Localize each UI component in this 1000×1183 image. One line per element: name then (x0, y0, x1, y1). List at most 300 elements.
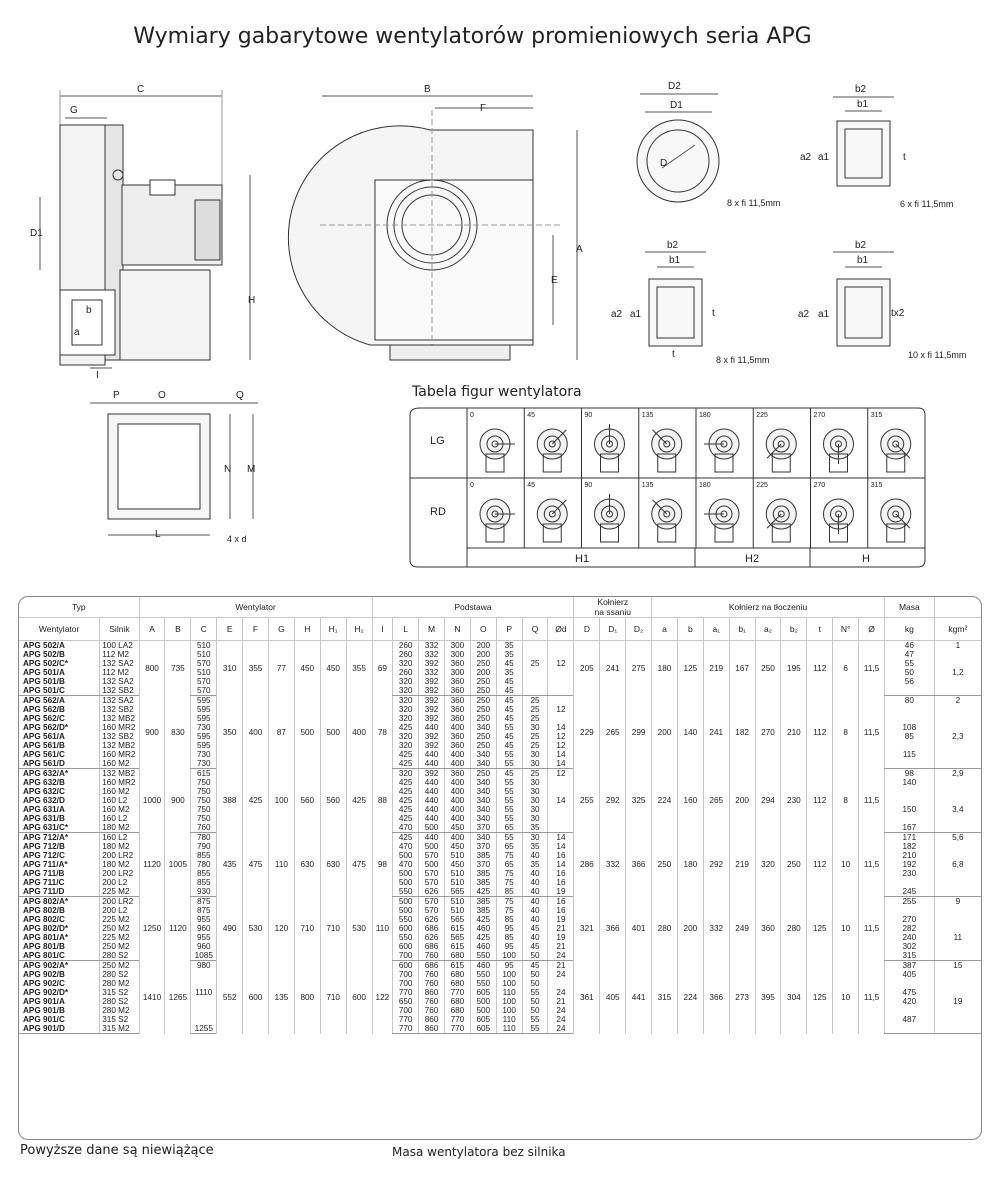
cell-P: 55 (496, 750, 522, 759)
cell-b2: 304 (781, 961, 807, 1034)
cell-typ: APG 562/B (23, 705, 65, 714)
cell-P: 95 (496, 961, 522, 971)
cell-kgm2 (934, 659, 981, 668)
cell-kg (885, 1024, 935, 1034)
cell-kgm2: 2 (934, 696, 981, 706)
cell-M: 392 (419, 714, 445, 723)
cell-Od: 12 (548, 659, 574, 668)
cell-Q: 40 (522, 897, 548, 907)
cell-kgm2 (934, 887, 981, 897)
cell-kg: 315 (885, 951, 935, 961)
cell-M: 686 (419, 961, 445, 971)
cell-N: 680 (444, 970, 470, 979)
cell-M: 570 (419, 878, 445, 887)
dim-label-b2: b2 (855, 84, 867, 95)
cell-kg: 282 (885, 924, 935, 933)
cell-C: 510 (191, 668, 217, 677)
header-group-podstawa: Podstawa (372, 597, 574, 618)
cell-typ: APG 901/C (23, 1015, 65, 1024)
cell-C: 855 (191, 878, 217, 887)
cell-M: 332 (419, 641, 445, 651)
cell-M: 860 (419, 1024, 445, 1034)
dim-label-D1: D1 (30, 228, 43, 239)
cell-typ: APG 501/A (23, 668, 65, 677)
header-tloczenie-col: a₂ (755, 618, 781, 641)
cell-N: 450 (444, 860, 470, 869)
cell-G: 87 (268, 696, 294, 769)
cell-L: 260 (393, 668, 419, 677)
cell-Od: 19 (548, 933, 574, 942)
cell-kgm2 (934, 714, 981, 723)
cell-H: 450 (294, 641, 320, 696)
cell-B: 1120 (165, 897, 191, 961)
cell-P: 45 (496, 686, 522, 696)
cell-kg: 150 (885, 805, 935, 814)
cell-M: 392 (419, 696, 445, 706)
cell-D1: 241 (600, 641, 626, 696)
cell-motor: 200 LR2 (100, 851, 139, 860)
cell-kgm2 (934, 723, 981, 732)
cell-b1: 200 (729, 769, 755, 833)
cell-kg: 487 (885, 1015, 935, 1024)
cell-Od: 12 (548, 705, 574, 714)
cell-P: 55 (496, 796, 522, 805)
cell-C: 595 (191, 741, 217, 750)
cell-motor: 132 SA2 (100, 677, 139, 686)
cell-L: 700 (393, 970, 419, 979)
cell-a2: 294 (755, 769, 781, 833)
cell-kgm2 (934, 924, 981, 933)
cell-Od: 14 (548, 796, 574, 805)
cell-L: 425 (393, 796, 419, 805)
cell-C: 615 (191, 769, 217, 779)
cell-C (191, 979, 217, 988)
cell-D1: 332 (600, 833, 626, 897)
cell-M: 760 (419, 979, 445, 988)
cell-Od (548, 823, 574, 833)
cell-C (191, 1006, 217, 1015)
cell-L: 600 (393, 924, 419, 933)
cell-H2: 475 (346, 833, 372, 897)
cell-typ: APG 632/A* (23, 769, 69, 778)
cell-typ: APG 801/A* (23, 933, 69, 942)
cell-Q: 30 (522, 750, 548, 759)
cell-L: 470 (393, 860, 419, 869)
cell-kgm2 (934, 878, 981, 887)
dim-label-H: H (248, 295, 256, 306)
cell-a: 280 (652, 897, 678, 961)
cell-C: 510 (191, 641, 217, 651)
cell-O: 250 (470, 696, 496, 706)
cell-O: 340 (470, 778, 496, 787)
cell-kgm2 (934, 787, 981, 796)
cell-O: 460 (470, 942, 496, 951)
cell-N: 400 (444, 759, 470, 769)
figure-angle-label: 225 (756, 482, 768, 489)
cell-kgm2 (934, 869, 981, 878)
cell-F: 425 (243, 769, 269, 833)
cell-motor: 225 M2 (100, 915, 139, 924)
cell-L: 425 (393, 814, 419, 823)
cell-a: 200 (652, 696, 678, 769)
cell-Od: 19 (548, 887, 574, 897)
cell-O: 460 (470, 924, 496, 933)
cell-Q: 40 (522, 878, 548, 887)
cell-motor: 200 L2 (100, 878, 139, 887)
cell-t: 125 (807, 961, 833, 1034)
cell-C: 875 (191, 897, 217, 907)
cell-P: 45 (496, 705, 522, 714)
cell-N: 360 (444, 769, 470, 779)
cell-O: 250 (470, 677, 496, 686)
header-went-col: H (294, 618, 320, 641)
cell-kg (885, 796, 935, 805)
cell-N: 360 (444, 677, 470, 686)
dim-label-M: M (247, 464, 256, 475)
cell-N: 510 (444, 906, 470, 915)
cell-H: 800 (294, 961, 320, 1034)
header-typ: Typ (19, 597, 139, 618)
cell-C: 750 (191, 787, 217, 796)
cell-M: 500 (419, 860, 445, 869)
cell-L: 320 (393, 769, 419, 779)
header-pod-col: Q (522, 618, 548, 641)
figure-angle-label: 45 (527, 412, 536, 419)
cell-motor: 100 LA2 (100, 641, 139, 651)
cell-O: 11,5 (859, 897, 885, 961)
cell-kg (885, 686, 935, 696)
cell-L: 700 (393, 1006, 419, 1015)
cell-G: 100 (268, 769, 294, 833)
cell-N: 615 (444, 942, 470, 951)
dim-label-t-2b: t (672, 349, 675, 360)
cell-N: 565 (444, 933, 470, 942)
cell-typ: APG 631/B (23, 814, 65, 823)
cell-Q: 30 (522, 778, 548, 787)
figure-angle-label: 0 (470, 482, 474, 489)
cell-motor: 132 SA2 (100, 659, 139, 668)
cell-motor: 250 M2 (100, 961, 139, 971)
cell-P: 55 (496, 805, 522, 814)
header-masa: Masa (885, 597, 935, 618)
cell-typ: APG 501/C (19, 686, 100, 696)
cell-kgm2 (934, 979, 981, 988)
dim-label-P: P (113, 390, 120, 401)
cell-C: 595 (191, 705, 217, 714)
dim-label-I: I (96, 370, 99, 381)
cell-typ: APG 562/A (23, 696, 65, 705)
cell-G: 120 (268, 897, 294, 961)
cell-typ: APG 901/B (23, 1006, 65, 1015)
cell-F: 355 (243, 641, 269, 696)
cell-a2: 320 (755, 833, 781, 897)
dim-label-A: A (576, 244, 583, 255)
dim-label-a2: a2 (800, 152, 812, 163)
cell-motor: 160 L2 (100, 833, 139, 843)
cell-motor: 132 SB2 (100, 732, 139, 741)
cell-a1: 265 (703, 769, 729, 833)
cell-H2: 425 (346, 769, 372, 833)
cell-O: 385 (470, 869, 496, 878)
cell-kg: 55 (885, 659, 935, 668)
cell-C: 980 (191, 961, 217, 971)
figure-cell-lg-90 (582, 408, 625, 478)
cell-D2: 325 (626, 769, 652, 833)
cell-H2: 400 (346, 696, 372, 769)
cell-typ: APG 561/B (23, 741, 65, 750)
figure-cell-lg-135 (639, 408, 682, 478)
cell-H1: 450 (320, 641, 346, 696)
figure-cell-lg-45 (524, 408, 567, 478)
cell-C: 780 (191, 860, 217, 869)
cell-N: 400 (444, 750, 470, 759)
cell-C (191, 997, 217, 1006)
cell-P: 75 (496, 906, 522, 915)
cell-kgm2 (934, 906, 981, 915)
cell-L: 425 (393, 833, 419, 843)
cell-M: 760 (419, 1006, 445, 1015)
cell-Od: 14 (548, 750, 574, 759)
header-pod-col: I (372, 618, 393, 641)
cell-H1: 710 (320, 961, 346, 1034)
cell-Q: 45 (522, 942, 548, 951)
cell-M: 500 (419, 842, 445, 851)
cell-b: 125 (677, 641, 703, 696)
cell-motor: 160 M2 (100, 759, 139, 769)
cell-Od: 24 (548, 951, 574, 961)
cell-M: 686 (419, 924, 445, 933)
cell-N: 300 (444, 641, 470, 651)
cell-D2: 441 (626, 961, 652, 1034)
cell-Od: 16 (548, 906, 574, 915)
figure-angle-label: 180 (699, 482, 711, 489)
cell-motor: 180 M2 (100, 860, 139, 869)
cell-a2: 395 (755, 961, 781, 1034)
cell-N: 510 (444, 869, 470, 878)
cell-C: 750 (191, 805, 217, 814)
cell-kgm2 (934, 796, 981, 805)
cell-motor: 315 M2 (100, 1024, 139, 1034)
inlet-holes-label: 8 x fi 11,5mm (727, 198, 781, 208)
cell-b2: 280 (781, 897, 807, 961)
cell-typ: APG 561/A (23, 732, 65, 741)
cell-L: 320 (393, 705, 419, 714)
cell-kgm2 (934, 778, 981, 787)
dim-label-b: b (86, 305, 92, 316)
cell-D1: 405 (600, 961, 626, 1034)
cell-kg: 210 (885, 851, 935, 860)
cell-D1: 366 (600, 897, 626, 961)
cell-C: 730 (191, 759, 217, 769)
cell-a: 224 (652, 769, 678, 833)
cell-F: 530 (243, 897, 269, 961)
cell-motor: 160 MR2 (100, 723, 139, 732)
cell-Q: 50 (522, 951, 548, 961)
cell-C: 595 (191, 732, 217, 741)
cell-Od: 14 (548, 842, 574, 851)
cell-motor: 160 L2 (100, 796, 139, 805)
cell-E: 350 (217, 696, 243, 769)
cell-kgm2 (934, 1024, 981, 1034)
cell-kg: 47 (885, 650, 935, 659)
cell-C: 1110 (191, 988, 217, 997)
cell-C: 570 (191, 677, 217, 686)
header-tloczenie-col: Ø (859, 618, 885, 641)
cell-typ: APG 561/C (23, 750, 65, 759)
cell-O: 340 (470, 750, 496, 759)
cell-H: 560 (294, 769, 320, 833)
cell-O: 425 (470, 933, 496, 942)
cell-H: 630 (294, 833, 320, 897)
cell-typ: APG 712/B (23, 842, 65, 851)
cell-motor: 112 M2 (100, 650, 139, 659)
cell-O: 340 (470, 805, 496, 814)
cell-N: 450 (444, 842, 470, 851)
cell-Q: 45 (522, 924, 548, 933)
cell-b2: 195 (781, 641, 807, 696)
cell-C: 930 (191, 887, 217, 897)
cell-kg (885, 906, 935, 915)
cell-A: 1000 (139, 769, 165, 833)
cell-kgm2 (934, 942, 981, 951)
cell-N: 400 (444, 787, 470, 796)
cell-Q: 30 (522, 805, 548, 814)
cell-D1: 265 (600, 696, 626, 769)
cell-Od (548, 641, 574, 651)
figure-angle-label: 135 (641, 482, 654, 489)
cell-Q: 50 (522, 970, 548, 979)
cell-motor: 280 M2 (100, 1006, 139, 1015)
cell-typ: APG 902/D* (23, 988, 69, 997)
cell-a1: 292 (703, 833, 729, 897)
cell-motor: 132 MB2 (100, 769, 139, 779)
header-pod-col: O (470, 618, 496, 641)
cell-Od (548, 686, 574, 696)
cell-typ: APG 561/D (19, 759, 100, 769)
header-kg: kg (885, 618, 935, 641)
dim-label-a1-2: a1 (630, 309, 642, 320)
cell-Od: 19 (548, 915, 574, 924)
cell-B: 735 (165, 641, 191, 696)
cell-kgm2 (934, 970, 981, 979)
cell-N: 360 (444, 659, 470, 668)
header-went-col: A (139, 618, 165, 641)
cell-typ: APG 502/C* (23, 659, 69, 668)
figure-cell-rd-270 (811, 478, 854, 548)
cell-kgm2: 2,3 (934, 732, 981, 741)
cell-O: 200 (470, 668, 496, 677)
cell-P: 45 (496, 741, 522, 750)
cell-Q: 25 (522, 696, 548, 706)
dim-label-a: a (74, 327, 80, 338)
cell-E: 552 (217, 961, 243, 1034)
cell-P: 100 (496, 970, 522, 979)
cell-A: 900 (139, 696, 165, 769)
cell-L: 550 (393, 933, 419, 942)
header-tloczenie-col: b₂ (781, 618, 807, 641)
cell-C: 780 (191, 833, 217, 843)
outlet-holes-label-8: 8 x fi 11,5mm (716, 355, 770, 365)
cell-D2: 401 (626, 897, 652, 961)
cell-t: 112 (807, 696, 833, 769)
cell-P: 95 (496, 942, 522, 951)
cell-kgm2 (934, 677, 981, 686)
cell-Q: 25 (522, 714, 548, 723)
header-pod-col: L (393, 618, 419, 641)
figure-angle-label: 90 (584, 412, 593, 419)
header-tloczenie-col: b₁ (729, 618, 755, 641)
cell-M: 440 (419, 750, 445, 759)
dim-label-Q: Q (236, 390, 244, 401)
cell-typ: APG 712/C (23, 851, 65, 860)
cell-motor: 132 SB2 (100, 705, 139, 714)
cell-Od: 24 (548, 988, 574, 997)
cell-Q: 55 (522, 1024, 548, 1034)
cell-M: 392 (419, 686, 445, 696)
base-frame-drawing (90, 403, 258, 535)
cell-O: 460 (470, 961, 496, 971)
cell-P: 45 (496, 769, 522, 779)
cell-Q: 25 (522, 732, 548, 741)
cell-P: 75 (496, 878, 522, 887)
cell-No: 10 (833, 897, 859, 961)
group-label-h1: H1 (575, 553, 590, 565)
cell-M: 440 (419, 787, 445, 796)
cell-motor: 132 MB2 (100, 714, 139, 723)
cell-M: 440 (419, 778, 445, 787)
cell-H2: 600 (346, 961, 372, 1034)
cell-b: 160 (677, 769, 703, 833)
disclaimer-note: Powyższe dane są niewiążące (20, 1143, 214, 1158)
figure-angle-label: 45 (527, 482, 536, 489)
cell-N: 300 (444, 650, 470, 659)
cell-Od: 24 (548, 1006, 574, 1015)
cell-No: 8 (833, 769, 859, 833)
cell-a1: 332 (703, 897, 729, 961)
table-row (19, 641, 981, 651)
cell-kg (885, 787, 935, 796)
cell-No: 6 (833, 641, 859, 696)
cell-N: 510 (444, 878, 470, 887)
cell-Q: 25 (522, 769, 548, 779)
cell-N: 360 (444, 714, 470, 723)
cell-t: 125 (807, 897, 833, 961)
cell-Od (548, 778, 574, 787)
cell-motor: 280 S2 (100, 970, 139, 979)
cell-P: 100 (496, 979, 522, 988)
cell-P: 45 (496, 677, 522, 686)
cell-H1: 630 (320, 833, 346, 897)
cell-Od: 14 (548, 759, 574, 769)
cell-Od: 16 (548, 878, 574, 887)
cell-O: 11,5 (859, 769, 885, 833)
mass-note: Masa wentylatora bez silnika (392, 1145, 566, 1159)
cell-Q: 50 (522, 979, 548, 988)
cell-motor: 200 LR2 (100, 897, 139, 907)
cell-typ: APG 632/C (23, 787, 65, 796)
cell-L: 260 (393, 650, 419, 659)
cell-O: 340 (470, 723, 496, 732)
cell-Od: 24 (548, 970, 574, 979)
cell-a: 180 (652, 641, 678, 696)
cell-O: 250 (470, 705, 496, 714)
cell-M: 500 (419, 823, 445, 833)
cell-Q: 30 (522, 723, 548, 732)
cell-L: 500 (393, 897, 419, 907)
cell-D2: 275 (626, 641, 652, 696)
cell-kgm2 (934, 851, 981, 860)
cell-N: 360 (444, 696, 470, 706)
